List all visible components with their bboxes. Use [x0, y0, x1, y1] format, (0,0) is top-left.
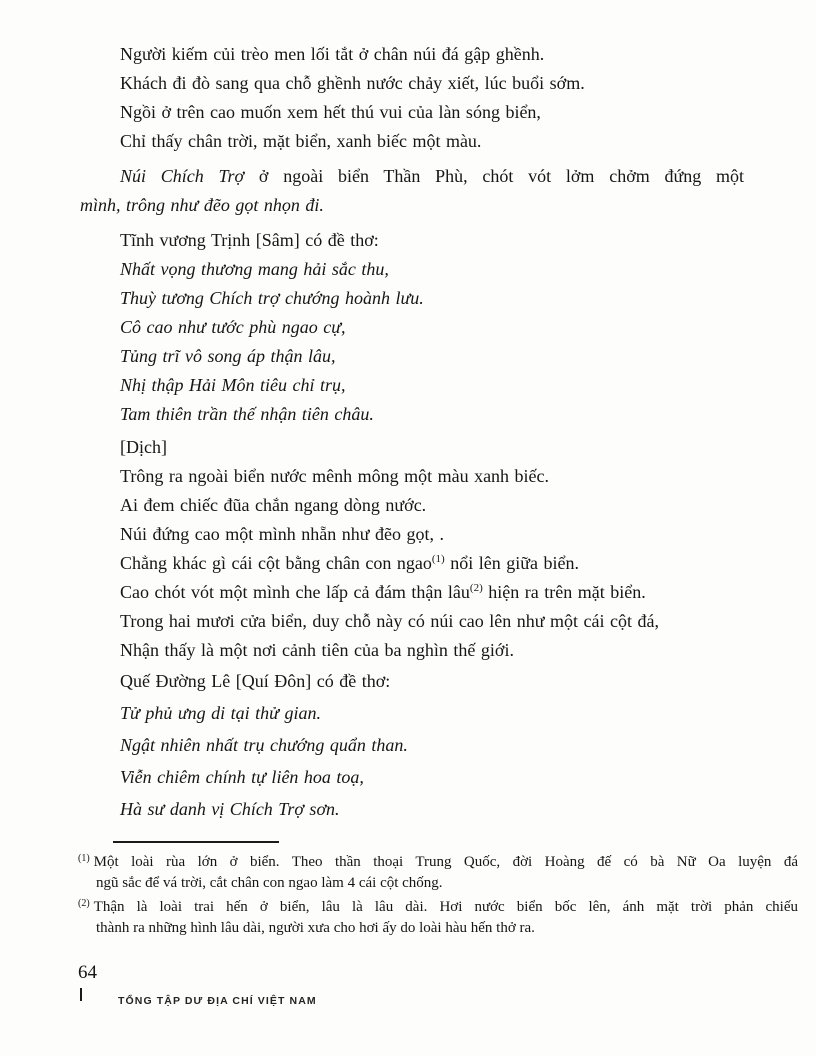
text-line: Tĩnh vương Trịnh [Sâm] có đề thơ: — [120, 230, 379, 250]
text-line: Trông ra ngoài biển nước mênh mông một màu xanh biếc. — [120, 466, 550, 486]
page-content — [80, 40, 744, 824]
poem-line: Nhị thập Hải Môn tiêu chỉ trụ, — [120, 375, 346, 395]
footnote-marker: (1) — [78, 853, 90, 864]
text-line: Núi đứng cao một mình nhẵn như đẽo gọt, . — [120, 524, 444, 544]
footnote-line: $^{(1)}$ Một loài rùa lớn ở biển. Theo thần thoại Trung Quốc, đời Hoàng đế có bà Nữ Oa luyện đá — [78, 853, 798, 870]
poem-line: Hà sư danh vị Chích Trợ sơn. — [120, 799, 340, 819]
poem-line: Tủng trĩ vô song áp thận lâu, — [120, 346, 336, 366]
corner-tick-mark — [80, 988, 82, 1001]
footnote-divider — [113, 841, 279, 843]
text-line: [Dịch] — [120, 437, 167, 457]
page-number: 64 — [78, 962, 97, 983]
footnote-line: ngũ sắc để vá trời, cắt chân con ngao làm 4 cái cột chống. — [96, 875, 443, 891]
text-line: Quế Đường Lê [Quí Đôn] có đề thơ: — [120, 671, 391, 691]
text-line: Chẳng khác gì cái cột bằng chân con ngao$^{(1)}$ nổi lên giữa biển. — [120, 553, 579, 573]
poem-line: Thuỳ tương Chích trợ chướng hoành lưu. — [120, 288, 424, 308]
text-line: Người kiếm củi trèo men lối tắt ở chân núi đá gập ghềnh. — [120, 44, 545, 64]
footnote — [78, 852, 798, 894]
poem-line: Cô cao như tước phù ngao cự, — [120, 317, 346, 337]
footnote — [78, 897, 798, 939]
text-line: Cao chót vót một mình che lấp cả đám thận lâu$^{(2)}$ hiện ra trên mặt biển. — [120, 582, 646, 602]
footnotes-section — [78, 841, 798, 942]
text-line: Khách đi đò sang qua chỗ ghềnh nước chảy xiết, lúc buổi sớm. — [120, 73, 585, 93]
text-line: Nhận thấy là một nơi cảnh tiên của ba nghìn thế giới. — [120, 640, 514, 660]
running-title: TỔNG TẬP DƯ ĐỊA CHÍ VIỆT NAM — [118, 995, 317, 1007]
poem-line: Ngật nhiên nhất trụ chướng quẩn than. — [120, 735, 408, 755]
text-line: Ngồi ở trên cao muốn xem hết thú vui của làn sóng biển, — [120, 102, 541, 122]
footnote-marker: (2) — [78, 898, 90, 909]
poem-line: Viễn chiêm chính tự liên hoa toạ, — [120, 767, 364, 787]
footnote-reference: (2) — [469, 582, 483, 594]
footnotes-list — [78, 852, 798, 939]
poem-line: mình, trông như đẽo gọt nhọn đi. — [80, 195, 324, 215]
text-line: Trong hai mươi cửa biển, duy chỗ này có núi cao lên như một cái cột đá, — [120, 611, 660, 631]
footnote-line: thành ra những hình lâu dài, người xưa cho hơi ấy do loài hàu hến thở ra. — [96, 920, 535, 936]
text-line: Ai đem chiếc đũa chắn ngang dòng nước. — [120, 495, 427, 515]
footnote-reference: (1) — [431, 553, 445, 565]
poem-line: Tử phủ ưng di tại thử gian. — [120, 703, 321, 723]
text-line: Núi Chích Trợ ở ngoài biển Thần Phù, chót vót lởm chởm đứng một — [120, 166, 744, 186]
text-line: Chỉ thấy chân trời, mặt biển, xanh biếc một màu. — [120, 131, 482, 151]
poem-line: Tam thiên trần thế nhận tiên châu. — [120, 404, 374, 424]
footnote-line: $^{(2)}$ Thận là loài trai hến ở biển, lâu là lâu dài. Hơi nước biển bốc lên, ánh mặt trời phản chiếu — [78, 898, 798, 915]
poem-line: Nhất vọng thương mang hải sắc thu, — [120, 259, 389, 279]
